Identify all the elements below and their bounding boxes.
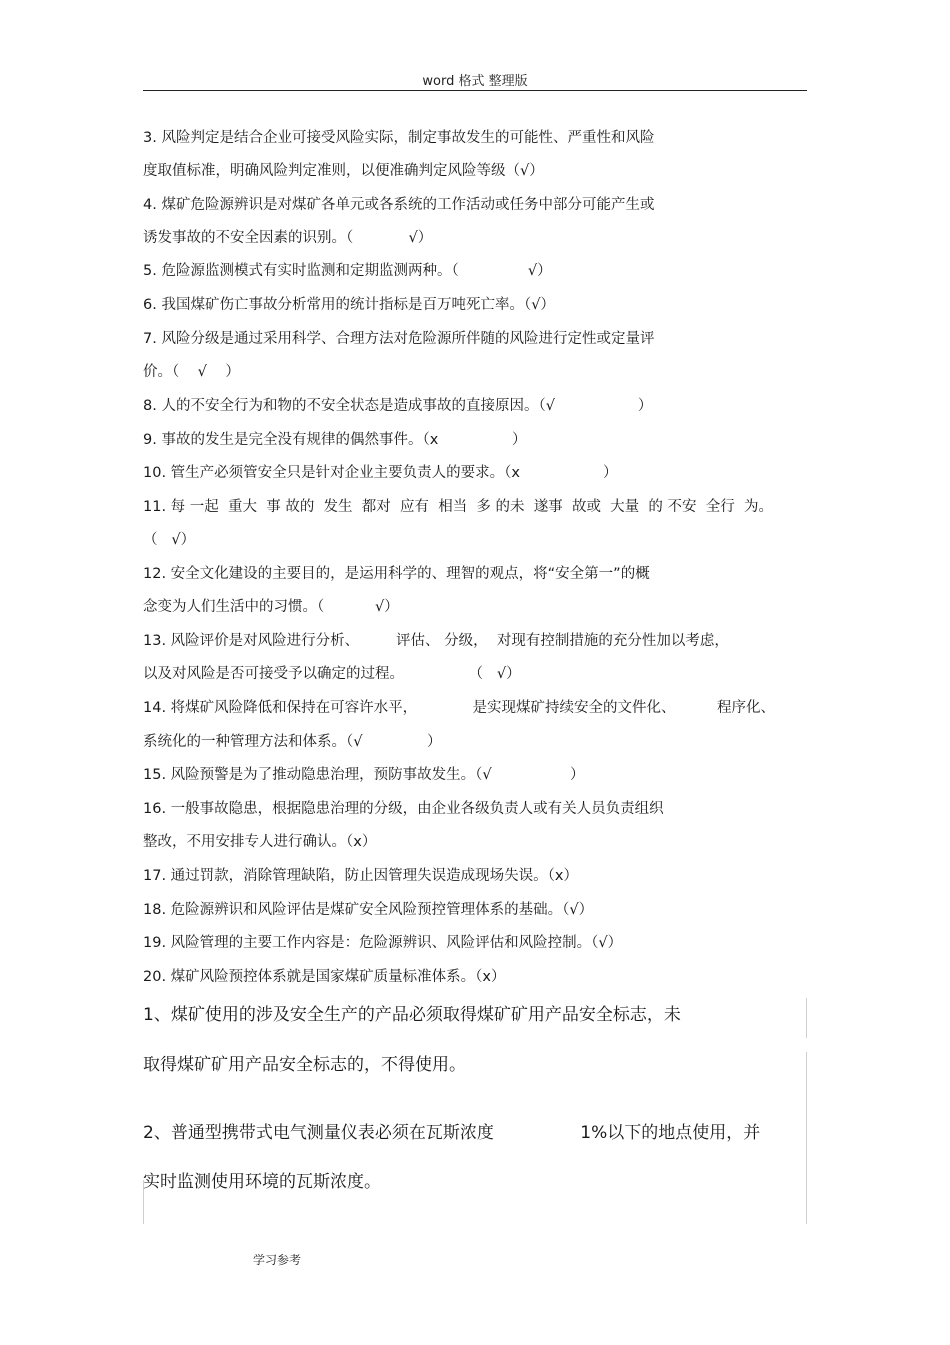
question-line: 6. 我国煤矿伤亡事故分析常用的统计指标是百万吨死亡率。（√） (143, 297, 555, 313)
question-line: 17. 通过罚款，消除管理缺陷，防止因管理失误造成现场失误。（x） (143, 868, 578, 884)
margin-rule (806, 998, 807, 1038)
page-header: word 格式 整理版 (422, 74, 528, 89)
question-line: 5. 危险源监测模式有实时监测和定期监测两种。（ √） (143, 263, 552, 279)
question-line: 18. 危险源辨识和风险评估是煤矿安全风险预控管理体系的基础。（√） (143, 902, 594, 918)
page-footer: 学习参考 (253, 1253, 302, 1267)
question-line: 11. 每 一起 重大 事 故的 发生 都对 应有 相当 多 的未 遂事 故或 大量 的 不安 全行 为。 (143, 499, 773, 515)
rule-line: 实时监测使用环境的瓦斯浓度。 (143, 1172, 381, 1192)
question-line: 4. 煤矿危险源辨识是对煤矿各单元或各系统的工作活动或任务中部分可能产生或 (143, 197, 655, 213)
question-line: 19. 风险管理的主要工作内容是：危险源辨识、风险评估和风险控制。（√） (143, 935, 623, 951)
question-line: （ √） (143, 532, 196, 548)
question-line: 12. 安全文化建设的主要目的，是运用科学的、理智的观点，将“安全第一”的概 (143, 566, 650, 582)
question-line: 念变为人们生活中的习惯。（ √） (143, 599, 399, 615)
question-line: 整改，不用安排专人进行确认。（x） (143, 834, 377, 850)
header-divider (143, 90, 807, 91)
question-line: 10. 管生产必须管安全只是针对企业主要负责人的要求。（x ） (143, 465, 618, 481)
rule-line: 取得煤矿矿用产品安全标志的，不得使用。 (143, 1055, 466, 1075)
margin-rule (806, 1052, 807, 1224)
question-line: 7. 风险分级是通过采用科学、合理方法对危险源所伴随的风险进行定性或定量评 (143, 331, 655, 347)
question-line: 14. 将煤矿风险降低和保持在可容许水平， 是实现煤矿持续安全的文件化、 程序化、 (143, 700, 775, 716)
question-line: 度取值标准，明确风险判定准则，以便准确判定风险等级（√） (143, 163, 544, 179)
question-line: 诱发事故的不安全因素的识别。（ √） (143, 230, 433, 246)
question-line: 15. 风险预警是为了推动隐患治理，预防事故发生。（√ ） (143, 767, 585, 783)
question-line: 价。（ √ ） (143, 364, 240, 380)
question-line: 9. 事故的发生是完全没有规律的偶然事件。（x ） (143, 432, 527, 448)
rule-line: 2、普通型携带式电气测量仪表必须在瓦斯浓度 1%以下的地点使用，并 (143, 1123, 761, 1143)
question-line: 16. 一般事故隐患，根据隐患治理的分级，由企业各级负责人或有关人员负责组织 (143, 801, 664, 817)
question-line: 13. 风险评价是对风险进行分析、 评估、 分级， 对现有控制措施的充分性加以考虑， (143, 633, 729, 649)
question-line: 系统化的一种管理方法和体系。（√ ） (143, 734, 442, 750)
question-line: 8. 人的不安全行为和物的不安全状态是造成事故的直接原因。（√ ） (143, 398, 653, 414)
question-line: 以及对风险是否可接受予以确定的过程。 （ √） (143, 666, 521, 682)
rule-line: 1、煤矿使用的涉及安全生产的产品必须取得煤矿矿用产品安全标志，未 (143, 1005, 681, 1025)
question-line: 3. 风险判定是结合企业可接受风险实际，制定事故发生的可能性、严重性和风险 (143, 130, 655, 146)
question-line: 20. 煤矿风险预控体系就是国家煤矿质量标准体系。（x） (143, 969, 506, 985)
